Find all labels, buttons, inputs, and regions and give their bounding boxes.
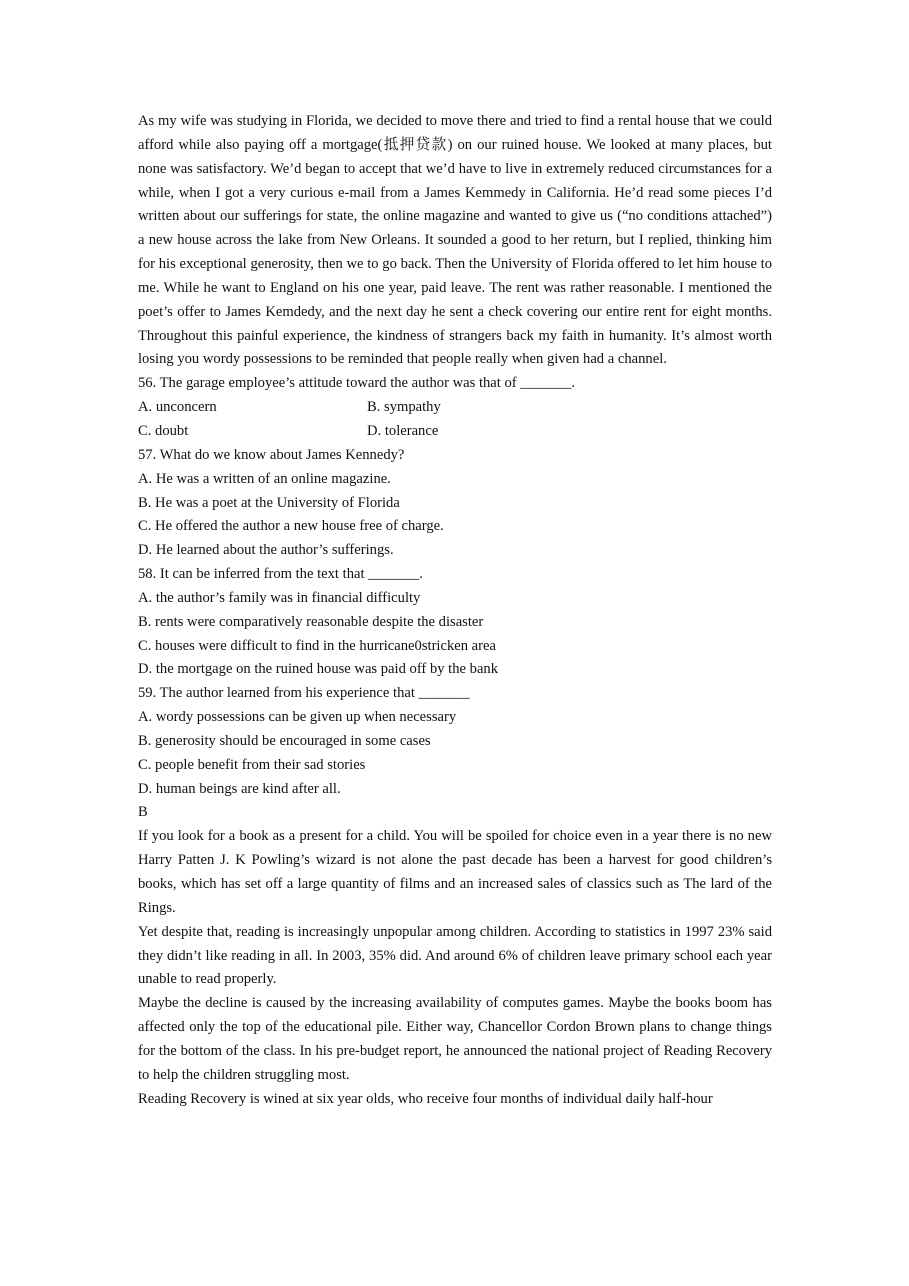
- question-57-option-a: A. He was a written of an online magazine.: [138, 470, 391, 487]
- question-59-stem: 59. The author learned from his experience that _______: [138, 685, 470, 702]
- question-58-option-c: C. houses were difficult to find in the hurricane0stricken area: [138, 637, 496, 654]
- question-56-options-row-2: [138, 420, 772, 444]
- passage-b-paragraph-4: Reading Recovery is wined at six year olds, who receive four months of individual daily half-hour: [138, 1090, 713, 1107]
- question-59-option-b: B. generosity should be encouraged in some cases: [138, 732, 431, 749]
- question-57-option-d: D. He learned about the author’s sufferings.: [138, 542, 394, 559]
- question-58-option-d: D. the mortgage on the ruined house was paid off by the bank: [138, 661, 499, 678]
- question-59-option-d: D. human beings are kind after all.: [138, 780, 341, 797]
- question-58-option-a: A. the author’s family was in financial difficulty: [138, 589, 421, 606]
- question-57-option-b: B. He was a poet at the University of Florida: [138, 494, 400, 511]
- question-57-stem: 57. What do we know about James Kennedy?: [138, 446, 405, 463]
- question-58-stem: 58. It can be inferred from the text that _______.: [138, 566, 423, 583]
- question-56-option-b: B. sympathy: [367, 399, 441, 416]
- question-56-stem: 56. The garage employee’s attitude toward the author was that of _______.: [138, 375, 576, 392]
- document-page: [138, 110, 772, 1111]
- question-59-option-a: A. wordy possessions can be given up when necessary: [138, 709, 457, 726]
- question-59-option-c: C. people benefit from their sad stories: [138, 756, 366, 773]
- passage-a: As my wife was studying in Florida, we decided to move there and tried to find a rental house that we could afford while also paying off a mortgage(抵押贷款) on our ruined house. We looked at many places, but none was satisfactory. We’d began to accept that we’d have to live in extremely reduced circumstances for a while, when I got a very curious e-mail from a James Kemmedy in California. He’d read some pieces I’d written about our sufferings for state, the online magazine and wanted to give us (“no conditions attached”) a new house across the lake from New Orleans. It sounded a good to her return, but I replied, thinking him for his exceptional generosity, then we to go back. Then the University of Florida offered to let him house to me. While he want to England on his one year, paid leave. The rent was rather reasonable. I mentioned the poet’s offer to James Kemdedy, and the next day he sent a check covering our entire rent for eight months. Throughout this painful experience, the kindness of strangers back my faith in humanity. It’s almost worth losing you wordy possessions to be reminded that people really when given had a channel.: [138, 113, 772, 368]
- question-56-option-c: C. doubt: [138, 422, 189, 439]
- question-57-option-c: C. He offered the author a new house free of charge.: [138, 518, 444, 535]
- passage-b-paragraph-2: Yet despite that, reading is increasingly unpopular among children. According to statistics in 1997 23% said they didn’t like reading in all. In 2003, 35% did. And around 6% of children leave primary school each year unable to read properly.: [138, 923, 772, 988]
- question-56-option-a: A. unconcern: [138, 399, 217, 416]
- question-56-option-d: D. tolerance: [367, 422, 439, 439]
- section-b-heading: B: [138, 804, 148, 821]
- passage-b-paragraph-3: Maybe the decline is caused by the increasing availability of computes games. Maybe the books boom has affected only the top of the educational pile. Either way, Chancellor Cordon Brown plans to change things for the bottom of the class. In his pre-budget report, he announced the national project of Reading Recovery to help the children struggling most.: [138, 995, 772, 1083]
- question-56-options-row-1: [138, 396, 772, 420]
- question-58-option-b: B. rents were comparatively reasonable despite the disaster: [138, 613, 484, 630]
- passage-b-paragraph-1: If you look for a book as a present for a child. You will be spoiled for choice even in a year there is no new Harry Patten J. K Powling’s wizard is not alone the past decade has been a harvest for good children’s books, which has set off a large quantity of films and an increased sales of classics such as The lard of the Rings.: [138, 828, 772, 916]
